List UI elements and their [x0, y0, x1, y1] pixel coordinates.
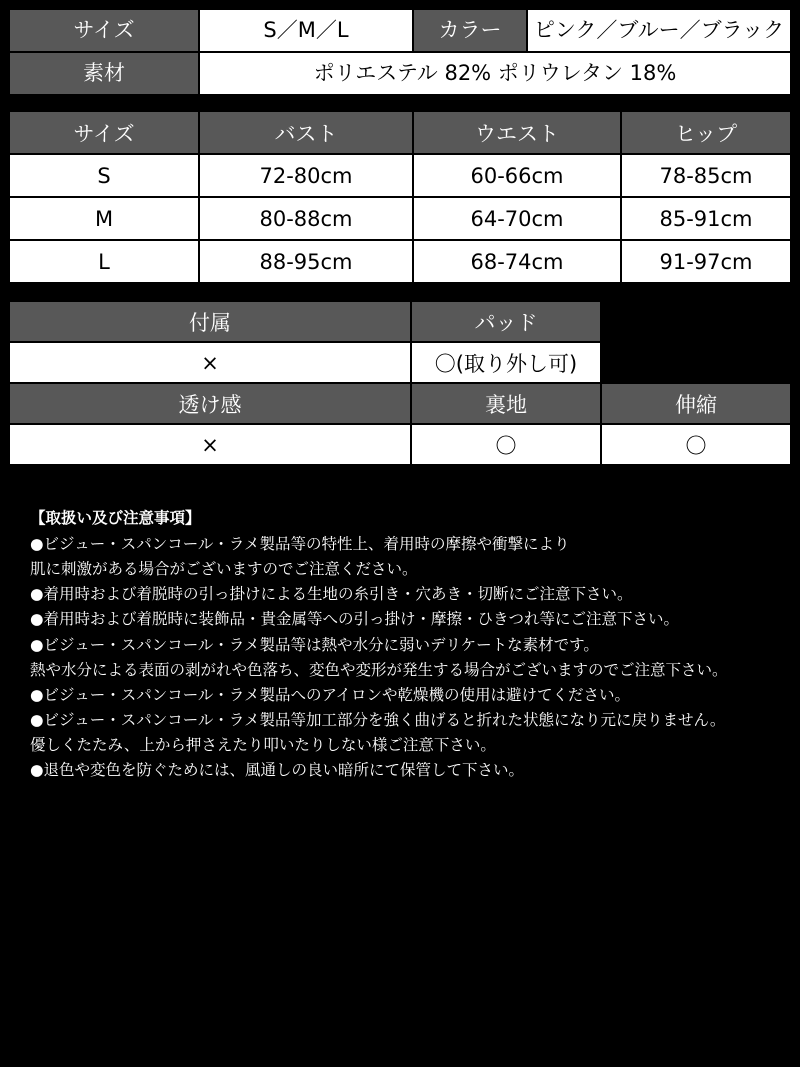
- care-note-line: ●ビジュー・スパンコール・ラメ製品へのアイロンや乾燥機の使用は避けてください。: [30, 685, 631, 704]
- spec-material-label: 素材: [9, 52, 199, 95]
- care-note-line: 熱や水分による表面の剥がれや色落ち、変色や変形が発生する場合がございますのでご注意下さい。: [30, 660, 728, 679]
- size-col-header-bust: バスト: [199, 111, 413, 154]
- spec-color-label: カラー: [413, 9, 527, 52]
- feature-header-accessory: 付属: [9, 301, 411, 342]
- feature-value-accessory: ×: [9, 342, 411, 383]
- table-header-row: [9, 111, 791, 154]
- feature-header-pad: パッド: [411, 301, 601, 342]
- size-chart-table: [8, 110, 792, 284]
- size-row-s-size: S: [9, 154, 199, 197]
- table-row: [9, 9, 791, 52]
- spec-color-value: ピンク／ブルー／ブラック: [527, 9, 791, 52]
- divider: [8, 284, 792, 300]
- features-table: [8, 300, 792, 466]
- size-row-m-size: M: [9, 197, 199, 240]
- size-col-header-waist: ウエスト: [413, 111, 621, 154]
- table-header-row: [9, 383, 791, 424]
- size-row-m-bust: 80-88cm: [199, 197, 413, 240]
- spec-table: [8, 8, 792, 96]
- feature-header-stretch: 伸縮: [601, 383, 791, 424]
- spec-material-value: ポリエステル 82% ポリウレタン 18%: [199, 52, 791, 95]
- feature-value-stretch: 〇: [601, 424, 791, 465]
- table-row: [9, 52, 791, 95]
- care-note-line: ●ビジュー・スパンコール・ラメ製品等は熱や水分に弱いデリケートな素材です。: [30, 635, 599, 654]
- care-note-line: ●ビジュー・スパンコール・ラメ製品等加工部分を強く曲げると折れた状態になり元に戻りません。: [30, 710, 726, 729]
- spec-size-label: サイズ: [9, 9, 199, 52]
- spec-size-value: S／M／L: [199, 9, 413, 52]
- table-row: [9, 154, 791, 197]
- size-col-header-size: サイズ: [9, 111, 199, 154]
- table-row: [9, 424, 791, 465]
- care-notes: [8, 506, 792, 783]
- table-row: [9, 240, 791, 283]
- care-note-line: ●ビジュー・スパンコール・ラメ製品等の特性上、着用時の摩擦や衝撃により: [30, 535, 570, 554]
- size-row-s-bust: 72-80cm: [199, 154, 413, 197]
- feature-value-pad: 〇(取り外し可): [411, 342, 601, 383]
- size-row-l-size: L: [9, 240, 199, 283]
- size-row-s-hip: 78-85cm: [621, 154, 791, 197]
- table-row: [9, 197, 791, 240]
- size-row-s-waist: 60-66cm: [413, 154, 621, 197]
- feature-value-sheer: ×: [9, 424, 411, 465]
- divider: [8, 96, 792, 110]
- care-note-line: ●着用時および着脱時の引っ掛けによる生地の糸引き・穴あき・切断にご注意下さい。: [30, 585, 633, 604]
- care-note-line: 肌に刺激がある場合がございますのでご注意ください。: [30, 560, 418, 579]
- size-row-l-hip: 91-97cm: [621, 240, 791, 283]
- table-header-row: [9, 301, 791, 342]
- care-note-line: ●退色や変色を防ぐためには、風通しの良い暗所にて保管して下さい。: [30, 761, 525, 780]
- feature-header-lining: 裏地: [411, 383, 601, 424]
- size-row-l-bust: 88-95cm: [199, 240, 413, 283]
- feature-value-lining: 〇: [411, 424, 601, 465]
- care-note-line: ●着用時および着脱時に装飾品・貴金属等への引っ掛け・摩擦・ひきつれ等にご注意下さい。: [30, 610, 680, 629]
- care-note-line: 優しくたたみ、上から押さえたり叩いたりしない様ご注意下さい。: [30, 735, 496, 754]
- size-row-m-waist: 64-70cm: [413, 197, 621, 240]
- table-row: [9, 342, 791, 383]
- size-col-header-hip: ヒップ: [621, 111, 791, 154]
- care-notes-title: 【取扱い及び注意事項】: [30, 509, 201, 527]
- size-row-m-hip: 85-91cm: [621, 197, 791, 240]
- size-row-l-waist: 68-74cm: [413, 240, 621, 283]
- feature-header-sheer: 透け感: [9, 383, 411, 424]
